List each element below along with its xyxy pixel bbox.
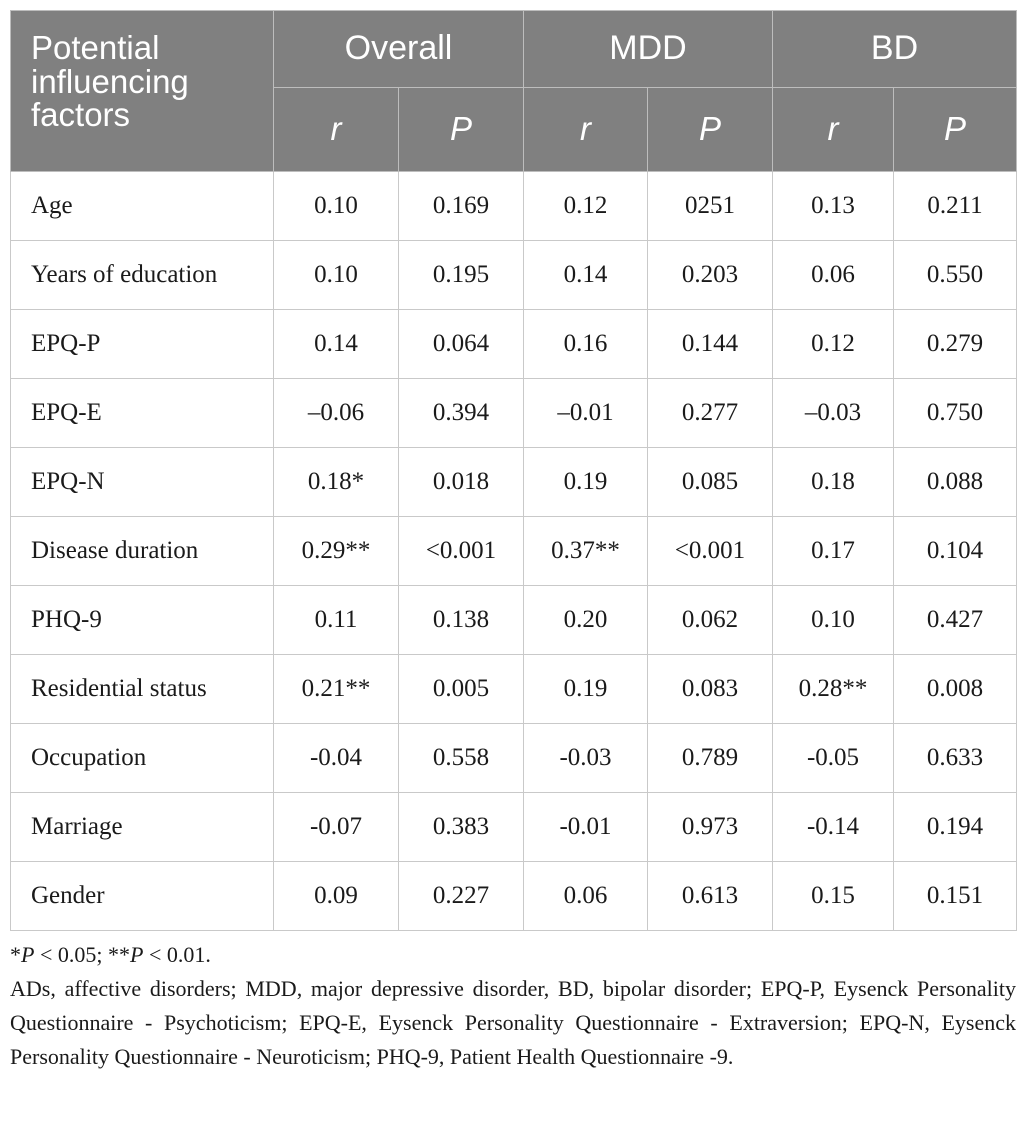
cell-bd-p: 0.633: [894, 724, 1017, 793]
cell-bd-r: 0.28**: [773, 655, 894, 724]
cell-mdd-r: –0.01: [524, 379, 648, 448]
header-group-overall: Overall: [274, 11, 524, 88]
header-bd-p: P: [894, 88, 1017, 172]
cell-mdd-p: 0.613: [648, 862, 773, 931]
table-row: [11, 241, 1017, 310]
header-bd-r: r: [773, 88, 894, 172]
sig-star-2: **: [107, 942, 130, 967]
cell-overall-r: 0.29**: [274, 517, 399, 586]
table-row: [11, 586, 1017, 655]
cell-bd-r: -0.14: [773, 793, 894, 862]
cell-overall-p: 0.005: [399, 655, 524, 724]
cell-bd-r: -0.05: [773, 724, 894, 793]
cell-bd-p: 0.104: [894, 517, 1017, 586]
cell-overall-r: 0.10: [274, 172, 399, 241]
cell-mdd-p: 0.085: [648, 448, 773, 517]
sig-star-1: *: [10, 942, 21, 967]
cell-mdd-r: 0.14: [524, 241, 648, 310]
header-group-bd: BD: [773, 11, 1017, 88]
cell-mdd-p: 0251: [648, 172, 773, 241]
cell-bd-p: 0.194: [894, 793, 1017, 862]
cell-overall-p: 0.195: [399, 241, 524, 310]
cell-mdd-r: -0.01: [524, 793, 648, 862]
cell-overall-r: -0.04: [274, 724, 399, 793]
cell-bd-r: 0.13: [773, 172, 894, 241]
table-row: [11, 655, 1017, 724]
row-label: Age: [11, 172, 274, 241]
cell-bd-p: 0.151: [894, 862, 1017, 931]
cell-bd-r: 0.18: [773, 448, 894, 517]
cell-bd-r: 0.10: [773, 586, 894, 655]
row-label: EPQ-P: [11, 310, 274, 379]
cell-overall-r: -0.07: [274, 793, 399, 862]
table-row: [11, 310, 1017, 379]
table-body: [11, 172, 1017, 931]
row-label: PHQ-9: [11, 586, 274, 655]
cell-mdd-p: 0.973: [648, 793, 773, 862]
cell-bd-p: 0.427: [894, 586, 1017, 655]
table-footnotes: [10, 938, 1016, 1074]
sig-p-2: P: [129, 942, 144, 967]
cell-mdd-r: 0.20: [524, 586, 648, 655]
cell-bd-p: 0.088: [894, 448, 1017, 517]
sig-p-1: P: [21, 942, 35, 967]
table-header: [11, 11, 1017, 172]
header-overall-p: P: [399, 88, 524, 172]
cell-mdd-r: 0.19: [524, 655, 648, 724]
row-label: Marriage: [11, 793, 274, 862]
cell-overall-p: <0.001: [399, 517, 524, 586]
cell-mdd-r: -0.03: [524, 724, 648, 793]
table-row: [11, 724, 1017, 793]
significance-note: [10, 938, 1016, 972]
cell-overall-p: 0.558: [399, 724, 524, 793]
cell-overall-p: 0.064: [399, 310, 524, 379]
cell-mdd-p: 0.789: [648, 724, 773, 793]
cell-overall-r: 0.14: [274, 310, 399, 379]
cell-bd-r: 0.17: [773, 517, 894, 586]
row-label: Years of education: [11, 241, 274, 310]
cell-mdd-r: 0.19: [524, 448, 648, 517]
header-group-mdd: MDD: [524, 11, 773, 88]
cell-bd-r: –0.03: [773, 379, 894, 448]
cell-mdd-p: 0.277: [648, 379, 773, 448]
cell-overall-r: 0.10: [274, 241, 399, 310]
correlation-table-container: [10, 10, 1016, 931]
row-label: Occupation: [11, 724, 274, 793]
cell-overall-p: 0.383: [399, 793, 524, 862]
correlation-table: [10, 10, 1017, 931]
row-label: Disease duration: [11, 517, 274, 586]
cell-bd-r: 0.12: [773, 310, 894, 379]
table-row: [11, 862, 1017, 931]
cell-mdd-p: 0.062: [648, 586, 773, 655]
cell-overall-r: 0.11: [274, 586, 399, 655]
cell-overall-p: 0.169: [399, 172, 524, 241]
table-row: [11, 379, 1017, 448]
cell-overall-p: 0.227: [399, 862, 524, 931]
cell-mdd-r: 0.06: [524, 862, 648, 931]
cell-bd-p: 0.550: [894, 241, 1017, 310]
header-mdd-p: P: [648, 88, 773, 172]
cell-overall-r: 0.09: [274, 862, 399, 931]
cell-overall-p: 0.138: [399, 586, 524, 655]
row-label: Gender: [11, 862, 274, 931]
table-row: [11, 793, 1017, 862]
cell-bd-p: 0.008: [894, 655, 1017, 724]
header-row-groups: [11, 11, 1017, 88]
cell-bd-r: 0.15: [773, 862, 894, 931]
abbreviations-note: ADs, affective disorders; MDD, major depressive disorder, BD, bipolar disorder; EPQ-P, Eysenck Personality Questionnaire - Psychoticism; EPQ-E, Eysenck Personality Questionnaire - Extraversion; EPQ-N, Eysenck Personality Questionnaire - Neuroticism; PHQ-9, Patient Health Questionnaire -9.: [10, 976, 1016, 1069]
sig-text-1: < 0.05;: [34, 942, 108, 967]
row-label: EPQ-E: [11, 379, 274, 448]
table-row: [11, 172, 1017, 241]
cell-mdd-r: 0.12: [524, 172, 648, 241]
cell-overall-r: 0.21**: [274, 655, 399, 724]
cell-overall-p: 0.394: [399, 379, 524, 448]
cell-overall-p: 0.018: [399, 448, 524, 517]
cell-overall-r: –0.06: [274, 379, 399, 448]
cell-bd-p: 0.750: [894, 379, 1017, 448]
header-factors: Potential influencing factors: [11, 11, 274, 172]
cell-mdd-p: 0.144: [648, 310, 773, 379]
row-label: EPQ-N: [11, 448, 274, 517]
cell-mdd-p: 0.203: [648, 241, 773, 310]
cell-bd-r: 0.06: [773, 241, 894, 310]
cell-overall-r: 0.18*: [274, 448, 399, 517]
row-label: Residential status: [11, 655, 274, 724]
cell-bd-p: 0.211: [894, 172, 1017, 241]
header-mdd-r: r: [524, 88, 648, 172]
cell-mdd-p: <0.001: [648, 517, 773, 586]
table-row: [11, 517, 1017, 586]
table-row: [11, 448, 1017, 517]
cell-mdd-p: 0.083: [648, 655, 773, 724]
header-overall-r: r: [274, 88, 399, 172]
cell-mdd-r: 0.37**: [524, 517, 648, 586]
cell-mdd-r: 0.16: [524, 310, 648, 379]
cell-bd-p: 0.279: [894, 310, 1017, 379]
sig-text-2: < 0.01.: [143, 942, 211, 967]
